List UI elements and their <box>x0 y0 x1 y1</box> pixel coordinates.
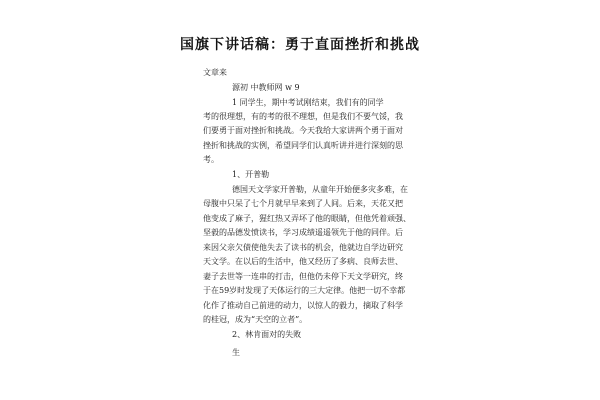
paragraph-line: 坚毅的品德发愤读书，学习成绩遥遥领先于他的同伴。后 <box>203 228 403 237</box>
section-heading: 2、林肯面对的失败 <box>232 330 302 339</box>
paragraph-line: 化作了推动自己前进的动力，以惊人的毅力，摘取了科学 <box>203 301 403 310</box>
paragraph-line: 母腹中只呆了七个月就早早来到了人间。后来，天花又把 <box>203 199 403 208</box>
paragraph-line: 他变成了麻子，猩红热又弄坏了他的眼睛，但他凭着顽强、 <box>203 214 411 223</box>
trailing-fragment: 生 <box>232 348 240 357</box>
paragraph-line: 考。 <box>203 155 219 164</box>
paragraph-line: 德国天文学家开普勒，从童年开始便多灾多难，在 <box>232 185 408 194</box>
section-heading: 1、开普勒 <box>232 170 270 179</box>
paragraph-line: 们要勇于面对挫折和挑战。今天我给大家讲两个勇于面对 <box>203 126 403 135</box>
byline: 文章来 <box>203 68 227 77</box>
document-title: 国旗下讲话稿：勇于直面挫折和挑战 <box>180 37 420 53</box>
paragraph-line: 妻子去世等一连串的打击，但他仍未停下天文学研究，终 <box>203 272 403 281</box>
paragraph-line: 于在59岁时发现了天体运行的三大定律。他把一切不幸都 <box>203 286 406 295</box>
paragraph-line: 的桂冠，成为“天空的立者”。 <box>203 315 308 324</box>
paragraph-line: 挫折和挑战的实例，希望同学们认真听讲并进行深刻的思 <box>203 141 403 150</box>
paragraph-line: 1 同学生，期中考试刚结束，我们有的同学 <box>232 98 384 107</box>
paragraph-line: 考的很理想，有的考的很不理想，但是我们不要气馁，我 <box>203 112 403 121</box>
paragraph-line: 天文学。在以后的生活中，他又经历了多病、良师去世、 <box>203 257 403 266</box>
source-line: 源初 中教师网 w 9 <box>232 83 300 92</box>
paragraph-line: 来因父亲欠债使他失去了读书的机会，他就边自学边研究 <box>203 243 403 252</box>
